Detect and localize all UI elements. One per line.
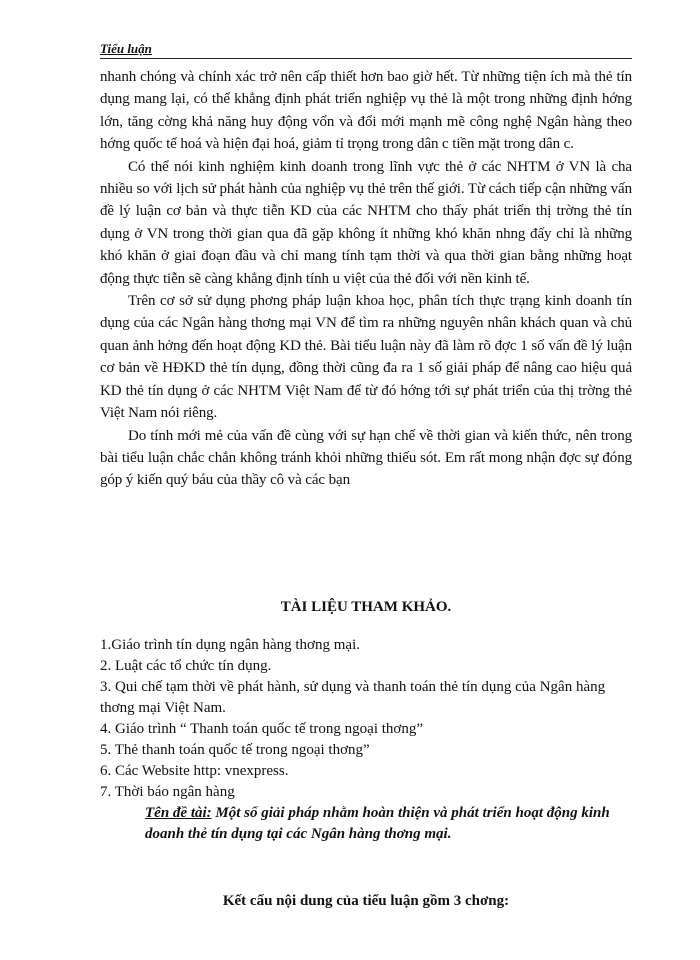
reference-item: 1.Giáo trình tín dụng ngân hàng thơng mại. [100,636,360,653]
reference-item: 3. Qui chế tạm thời về phát hành, sử dụng và thanh toán thẻ tín dụng của Ngân hàng thơng mại Việt Nam. [100,678,606,716]
page-header [100,40,632,59]
header-label: Tiểu luận [100,41,152,56]
reference-item: 6. Các Website http: vnexpress. [100,762,289,779]
reference-item: 5. Thẻ thanh toán quốc tế trong ngoại thơng” [100,741,370,758]
paragraph: Có thể nói kinh nghiệm kinh doanh trong lĩnh vực thẻ ở các NHTM ở VN là cha nhiều so với lịch sử phát hành của nghiệp vụ thẻ trên thế giới. Từ cách tiếp cận những vấn đề lý luận cơ bản và thực tiễn KD của các NHTM cho thấy phát triển thị trờng thẻ tín dụng ở VN trong thời gian qua đã gặp không ít những khó khăn nhng đấy chỉ là những khó khăn ở giai đoạn đầu và chỉ mang tính tạm thời và qua thời gian bằng những hoạt động thực tiễn sẽ càng khẳng định tính u việt của thẻ đối với nền kinh tế. [100,158,632,287]
topic [145,803,632,845]
reference-item: 2. Luật các tổ chức tín dụng. [100,657,272,674]
structure-heading: Kết cấu nội dung của tiểu luận gồm 3 chơng: [222,892,510,909]
paragraph: nhanh chóng và chính xác trở nên cấp thiết hơn bao giờ hết. Từ những tiện ích mà thẻ tín dụng mang lại, có thể khẳng định phát triển nghiệp vụ thẻ là một trong những định hớng lớn, tăng cờng khả năng huy động vốn và đổi mới mạnh mẽ công nghệ Ngân hàng theo hớng quốc tế hoá và hiện đại hoá, giảm tỉ trọng trong dân c tiền mặt trong dân c. [100,69,632,153]
topic-label: Tên đề tài: [145,804,212,821]
references-title: TÀI LIỆU THAM KHẢO. [280,598,452,615]
topic-text: Một số giải pháp nhằm hoàn thiện và phát triển hoạt động kinh doanh thẻ tín dụng tại các Ngân hàng thơng mại. [145,804,610,842]
spacer [100,492,632,597]
paragraph: Trên cơ sở sử dụng phơng pháp luận khoa học, phân tích thực trạng kinh doanh tín dụng của các Ngân hàng thơng mại VN để tìm ra những nguyên nhân khách quan và chủ quan ảnh hởng đến hoạt động KD thẻ. Bài tiểu luận này đã làm rõ đợc 1 số vấn đề lý luận cơ bản về HĐKD thẻ tín dụng, đồng thời cũng đa ra 1 số giải pháp để nâng cao hiệu quả KD thẻ tín dụng ở các NHTM Việt Nam để từ đó hớng tới sự phát triển của thị trờng thẻ Việt Nam nói riêng. [100,293,632,422]
reference-item: 4. Giáo trình “ Thanh toán quốc tế trong ngoại thơng” [100,720,423,737]
reference-item: 7. Thời báo ngân hàng [100,783,235,800]
references-list [100,635,632,803]
document-body [100,66,632,910]
paragraph: Do tính mới mẻ của vấn đề cùng với sự hạn chế về thời gian và kiến thức, nên trong bài tiểu luận chắc chắn không tránh khỏi những thiếu sót. Em rất mong nhận đợc sự đóng góp ý kiến quý báu của thầy cô và các bạn [100,427,632,489]
